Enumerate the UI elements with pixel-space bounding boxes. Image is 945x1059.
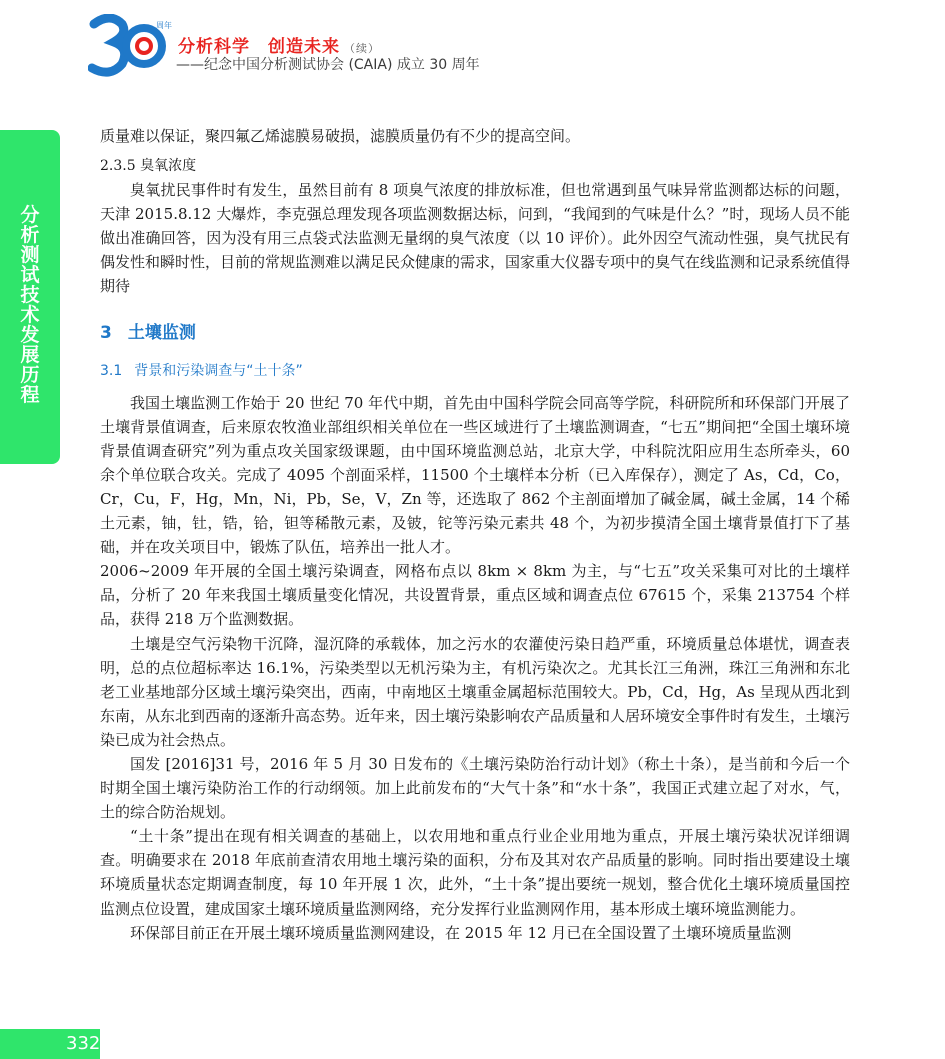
subsection-heading-3-1 [100, 359, 850, 383]
paragraph-continued: 质量难以保证，聚四氟乙烯滤膜易破损，滤膜质量仍有不少的提高空间。 [100, 127, 581, 145]
slogan-text: 分析科学 创造未来 [178, 37, 340, 57]
paragraph-soil-ten-articles: “土十条”提出在现有相关调查的基础上，以农用地和重点行业企业用地为重点，开展土壤污染状况详细调查。明确要求在 2018 年底前查清农用地土壤污染的面积，分布及其对农产品质量的影响。同时指出要建设土壤环境质量状态定期调查制度，每 10 年开展 1 次，此外，“土十条”提出要统一规划，整合优化土壤环境质量国控监测点位设置，建成国家土壤环境质量监测网络，充分发挥行业监测网作用，基本形成土壤环境监测能力。 [100, 827, 850, 918]
anniversary-30-logo [88, 14, 166, 78]
paragraph-soil-policy: 国发 [2016]31 号，2016 年 5 月 30 日发布的《土壤污染防治行动计划》（称土十条），是当前和今后一个时期全国土壤污染防治工作的行动纲领。加上此前发布的“大气十条”和“水十条”，我国正式建立起了对水，气，土的综合防治规划。 [100, 754, 850, 822]
paragraph-ozone: 臭氧扰民事件时有发生，虽然目前有 8 项臭气浓度的排放标准，但也常遇到虽气味异常监测都达标的问题，天津 2015.8.12 大爆炸，李克强总理发现各项监测数据达标，问到，“我闻到的气味是什么？”时，现场人员不能做出准确回答，因为没有用三点袋式法监测无量纲的臭气浓度（以 10 评价）。此外因空气流动性强，臭气扰民有偶发性和瞬时性，目前的常规监测难以满足民众健康的需求，国家重大仪器专项中的臭气在线监测和记录系统值得期待 [100, 181, 851, 296]
page-header [88, 14, 508, 78]
paragraph-soil-survey: 2006~2009 年开展的全国土壤污染调查，网格布点以 8km × 8km 为主，与“七五”攻关采集可对比的土壤样品，分析了 20 年来我国土壤质量变化情况，共设置背景，重点区域和调查点位 67615 个，采集 213754 个样品，获得 218 万个监测数据。 [100, 562, 850, 629]
section-heading-3 [100, 321, 850, 345]
slogan-suffix: （续） [344, 42, 380, 55]
paragraph-soil-history: 我国土壤监测工作始于 20 世纪 70 年代中期，首先由中国科学院会同高等学院，科研院所和环保部门开展了土壤背景值调查，后来原农牧渔业部组织相关单位在一些区域进行了土壤监测调查，“七五”期间把“全国土壤环境背景值调查研究”列为重点攻关国家级课题，由中国环境监测总站，北京大学，中科院沈阳应用生态所牵头，60 余个单位联合攻关。完成了 4095 个剖面采样，11500 个土壤样本分析（已入库保存），测定了 As，Cd，Co，Cr，Cu，F，Hg，Mn，Ni，Pb，Se，V，Zn 等，还选取了 862 个主剖面增加了碱金属，碱土金属，14 个稀土元素，铀，钍，锆，铪，钽等稀散元素，及铍，铊等污染元素共 48 个，为初步摸清全国土壤背景值打下了基础，并在攻关项目中，锻炼了队伍，培养出一批人才。 [100, 393, 850, 557]
logo-digit-3 [92, 18, 125, 72]
page-body [100, 124, 850, 945]
section-title: 土壤监测 [127, 322, 196, 343]
paragraph-monitoring-network: 环保部目前正在开展土壤环境质量监测网建设，在 2015 年 12 月已在全国设置了土壤环境质量监测 [130, 923, 792, 942]
subsection-heading-2-3-5: 2.3.5 臭氧浓度 [100, 158, 197, 175]
chapter-side-tab-label: 分析测试技术发展历程 [20, 204, 40, 406]
paragraph-soil-pollution: 土壤是空气污染物干沉降，湿沉降的承载体，加之污水的农灌使污染日趋严重，环境质量总体堪忧，调查表明，总的点位超标率达 16.1%，污染类型以无机污染为主，有机污染次之。尤其长江三角洲，珠江三角洲和东北老工业基地部分区域土壤污染突出，西南，中南地区土壤重金属超标范围较大。Pb，Cd，Hg，As 呈现从西北到东南，从东北到西南的逐渐升高态势。近年来，因土壤污染影响农产品质量和人居环境安全事件时有发生，土壤污染已成为社会热点。 [100, 634, 851, 749]
subsection-title: 背景和污染调查与“土十条” [134, 362, 303, 379]
section-number: 3 [100, 322, 112, 343]
subsection-number: 3.1 [100, 362, 123, 379]
header-subtitle: ——纪念中国分析测试协会 (CAIA) 成立 30 周年 [176, 57, 480, 73]
page-number: 332 [66, 1033, 101, 1054]
anniversary-small-label: 周年 [156, 21, 172, 30]
